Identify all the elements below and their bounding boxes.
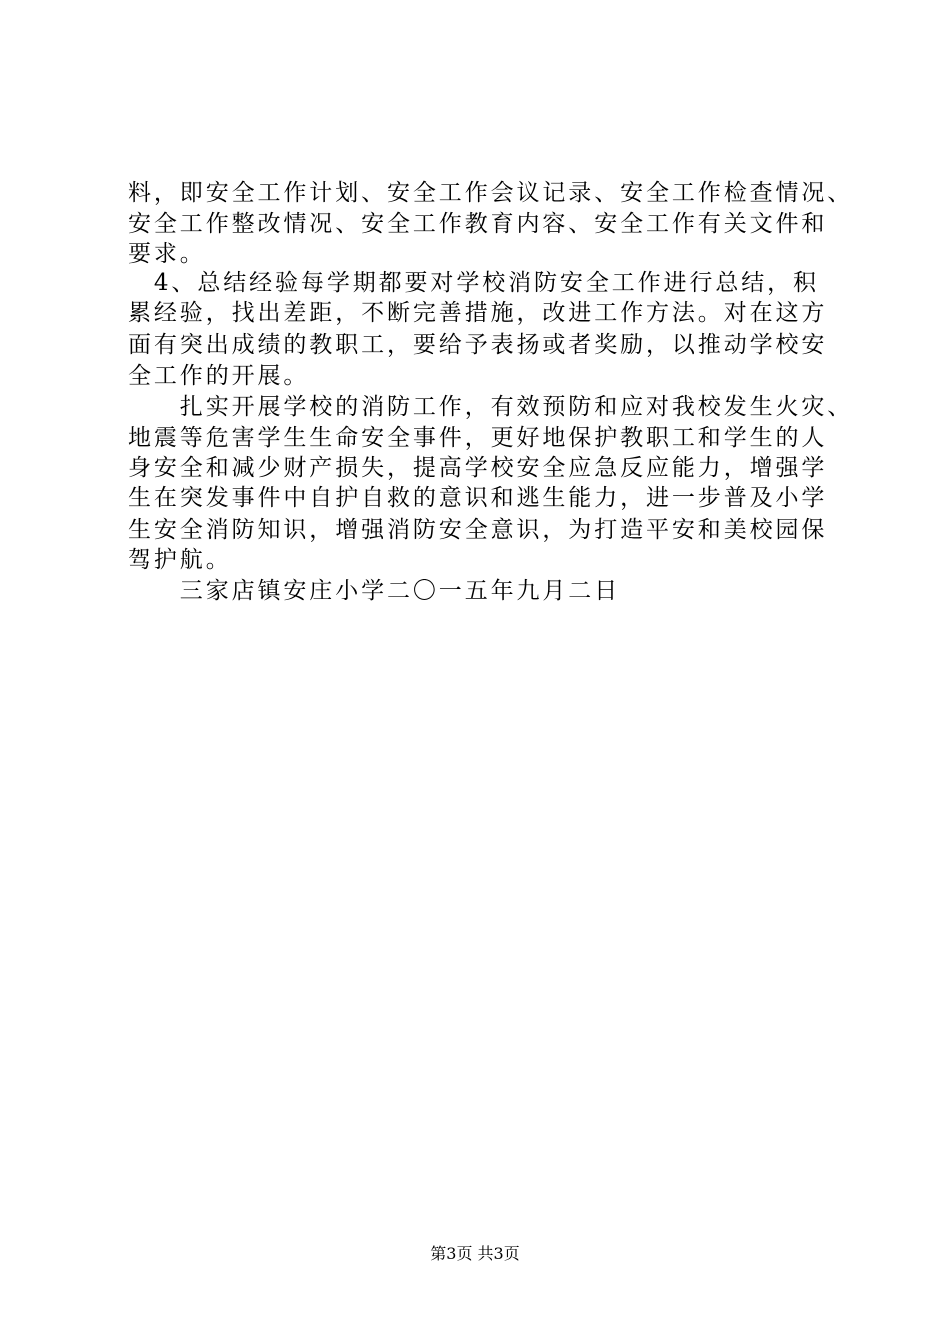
body-line-3: 要求。 (128, 241, 206, 267)
body-line-12: 生安全消防知识，增强消防安全意识，为打造平安和美校园保 (128, 517, 828, 543)
body-line-1: 料，即安全工作计划、安全工作会议记录、安全工作检查情况、 (128, 180, 854, 206)
body-line-11: 生在突发事件中自护自救的意识和逃生能力，进一步普及小学 (128, 485, 828, 511)
body-line-8: 扎实开展学校的消防工作，有效预防和应对我校发生火灾、 (128, 394, 854, 420)
body-line-7: 全工作的开展。 (128, 363, 310, 389)
body-line-10: 身安全和减少财产损失，提高学校安全应急反应能力，增强学 (128, 455, 828, 481)
body-line-6: 面有突出成绩的教职工，要给予表扬或者奖励，以推动学校安 (128, 332, 828, 358)
body-line-9: 地震等危害学生生命安全事件，更好地保护教职工和学生的人 (128, 425, 828, 451)
body-line-5: 累经验，找出差距，不断完善措施，改进工作方法。对在这方 (128, 300, 828, 326)
body-line-13: 驾护航。 (128, 547, 232, 573)
body-line-2: 安全工作整改情况、安全工作教育内容、安全工作有关文件和 (128, 211, 828, 237)
signature-date-line: 三家店镇安庄小学二〇一五年九月二日 (128, 578, 621, 604)
page-number-footer: 第3页 共3页 (430, 1244, 520, 1263)
body-line-4: 4、总结经验每学期都要对学校消防安全工作进行总结，积 (128, 270, 819, 296)
